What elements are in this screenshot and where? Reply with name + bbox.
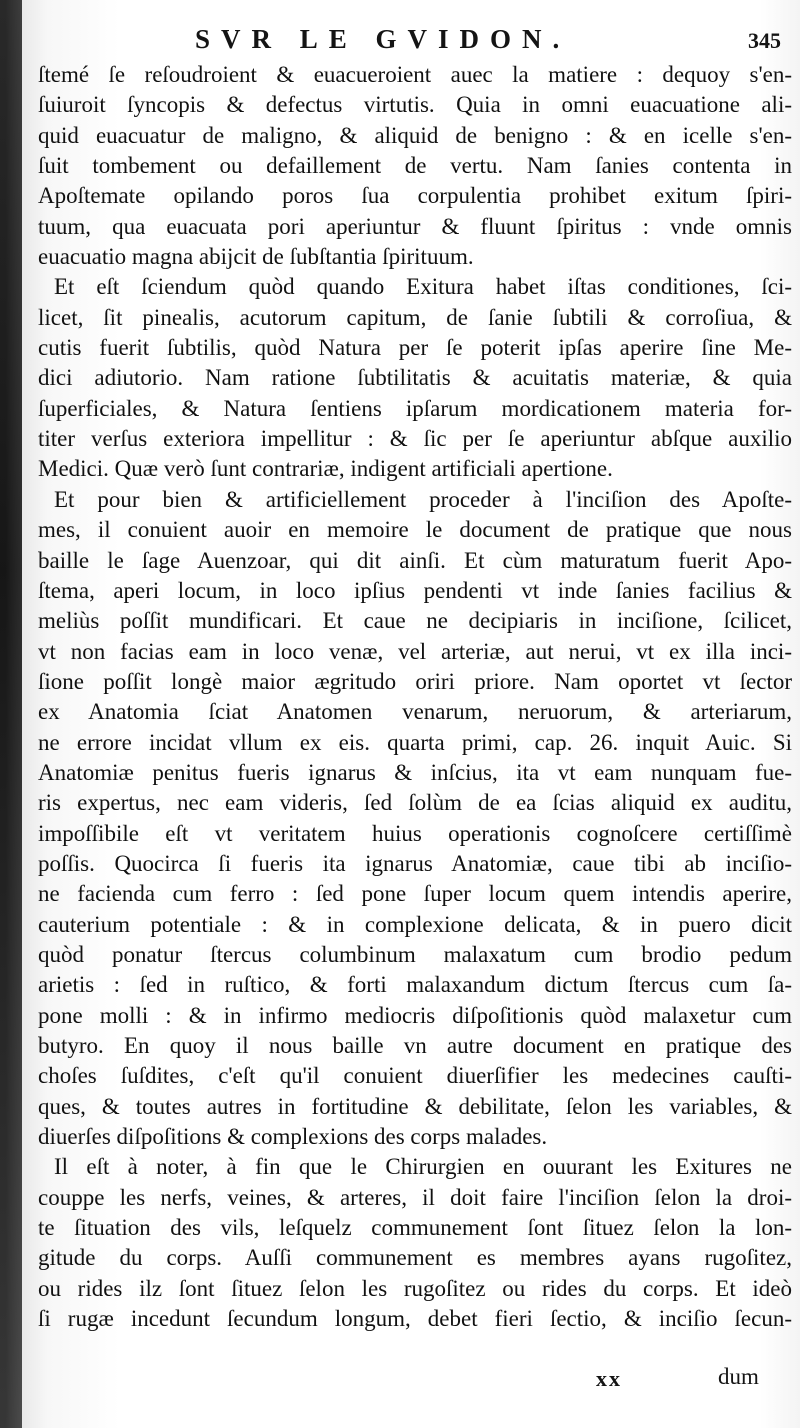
text-line: choſes ſuſdites, c'eſt qu'il conuient diuerſifier les medecines cauſti-: [38, 1063, 792, 1089]
text-line: meliùs poſſit mundificari. Et caue ne decipiaris in inciſione, ſcilicet,: [38, 608, 792, 634]
text-line: diuerſes diſpoſitions & complexions des corps malades.: [38, 1124, 548, 1150]
text-line: ex Anatomia ſciat Anatomen venarum, neruorum, & arteriarum,: [38, 699, 792, 725]
text-line: ſi rugæ incedunt ſecundum longum, debet fieri ſectio, & inciſio ſecun-: [38, 1306, 792, 1332]
text-line: gitude du corps. Auſſi communement es membres ayans rugoſitez,: [38, 1245, 792, 1271]
text-line: Anatomiæ penitus fueris ignarus & inſcius, ita vt eam nunquam fue-: [38, 759, 792, 785]
text-line: ſtema, aperi locum, in loco ipſius pendenti vt inde ſanies facilius &: [38, 577, 792, 603]
text-line: euacuatio magna abijcit de ſubſtantia ſpirituum.: [38, 244, 474, 270]
text-line: Il eſt à noter, à fin que le Chirurgien en ouurant les Exitures ne: [54, 1154, 792, 1180]
text-line: ou rides ilz ſont ſituez ſelon les rugoſitez ou rides du corps. Et ideò: [38, 1275, 792, 1301]
page-number: 345: [748, 28, 781, 53]
text-line: arietis : ſed in ruſtico, & forti malaxandum dictum ſtercus cum ſa-: [38, 972, 792, 998]
signature-mark: xx: [596, 1366, 622, 1391]
text-line: te ſituation des vils, leſquelz communement ſont ſituez ſelon la lon-: [38, 1215, 792, 1241]
catchword: dum: [718, 1364, 759, 1389]
text-line: ques, & toutes autres in fortitudine & debilitate, ſelon les variables, &: [38, 1093, 792, 1119]
text-line: impoſſibile eſt vt veritatem huius operationis cognoſcere certiſſimè: [38, 820, 792, 846]
text-line: mes, il conuient auoir en memoire le document de pratique que nous: [38, 517, 792, 543]
text-line: ris expertus, nec eam videris, ſed ſolùm de ea ſcias aliquid ex auditu,: [38, 790, 792, 816]
text-line: Et pour bien & artificiellement proceder à l'inciſion des Apoſte-: [54, 486, 792, 512]
text-line: quid euacuatur de maligno, & aliquid de benigno : & en icelle s'en-: [38, 122, 792, 148]
text-line: couppe les nerfs, veines, & arteres, il doit faire l'inciſion ſelon la droi-: [38, 1184, 792, 1210]
text-line: ne errore incidat vllum ex eis. quarta primi, cap. 26. inquit Auic. Si: [38, 729, 792, 755]
text-line: ſuit tombement ou defaillement de vertu. Nam ſanies contenta in: [38, 153, 792, 179]
text-line: ſione poſſit longè maior ægritudo oriri priore. Nam oportet vt ſector: [38, 668, 792, 694]
text-line: Apoſtemate opilando poros ſua corpulentia prohibet exitum ſpiri-: [38, 183, 792, 209]
text-line: poſſis. Quocirca ſi fueris ita ignarus Anatomiæ, caue tibi ab inciſio-: [38, 850, 792, 876]
page-header: [0, 18, 800, 58]
text-line: cauterium potentiale : & in complexione delicata, & in puero dicit: [38, 911, 792, 937]
page-footer: [0, 1362, 800, 1402]
text-line: tuum, qua euacuata pori aperiuntur & fluunt ſpiritus : vnde omnis: [38, 213, 792, 239]
text-line: Et eſt ſciendum quòd quando Exitura habet iſtas conditiones, ſci-: [54, 274, 792, 300]
text-line: cutis fuerit ſubtilis, quòd Natura per ſe poterit ipſas aperire ſine Me-: [38, 335, 792, 361]
text-line: dici adiutorio. Nam ratione ſubtilitatis & acuitatis materiæ, & quia: [38, 365, 792, 391]
text-line: ſtemé ſe reſoudroient & euacueroient auec la matiere : dequoy s'en-: [38, 62, 792, 87]
running-title: SVR LE GVIDON.: [195, 24, 571, 54]
body-text: [38, 60, 792, 1334]
text-line: pone molli : & in infirmo mediocris diſpoſitionis quòd malaxetur cum: [38, 1002, 792, 1028]
text-line: vt non facias eam in loco venæ, vel arteriæ, aut nerui, vt ex illa inci-: [38, 638, 792, 664]
text-line: Medici. Quæ verò ſunt contrariæ, indigent artificiali apertione.: [38, 456, 613, 482]
text-line: ſuperficiales, & Natura ſentiens ipſarum mordicationem materia for-: [38, 395, 792, 421]
text-line: butyro. En quoy il nous baille vn autre document en pratique des: [38, 1033, 792, 1058]
text-line: titer verſus exteriora impellitur : & ſic per ſe aperiuntur abſque auxilio: [38, 426, 792, 452]
text-line: quòd ponatur ſtercus columbinum malaxatum cum brodio pedum: [38, 941, 792, 967]
text-line: ne facienda cum ferro : ſed pone ſuper locum quem intendis aperire,: [38, 881, 792, 907]
text-line: ſuiuroit ſyncopis & defectus virtutis. Quia in omni euacuatione ali-: [38, 92, 792, 118]
text-line: baille le ſage Auenzoar, qui dit ainſi. Et cùm maturatum fuerit Apo-: [38, 547, 792, 573]
text-line: licet, ſit pinealis, acutorum capitum, de ſanie ſubtili & corroſiua, &: [38, 304, 792, 330]
